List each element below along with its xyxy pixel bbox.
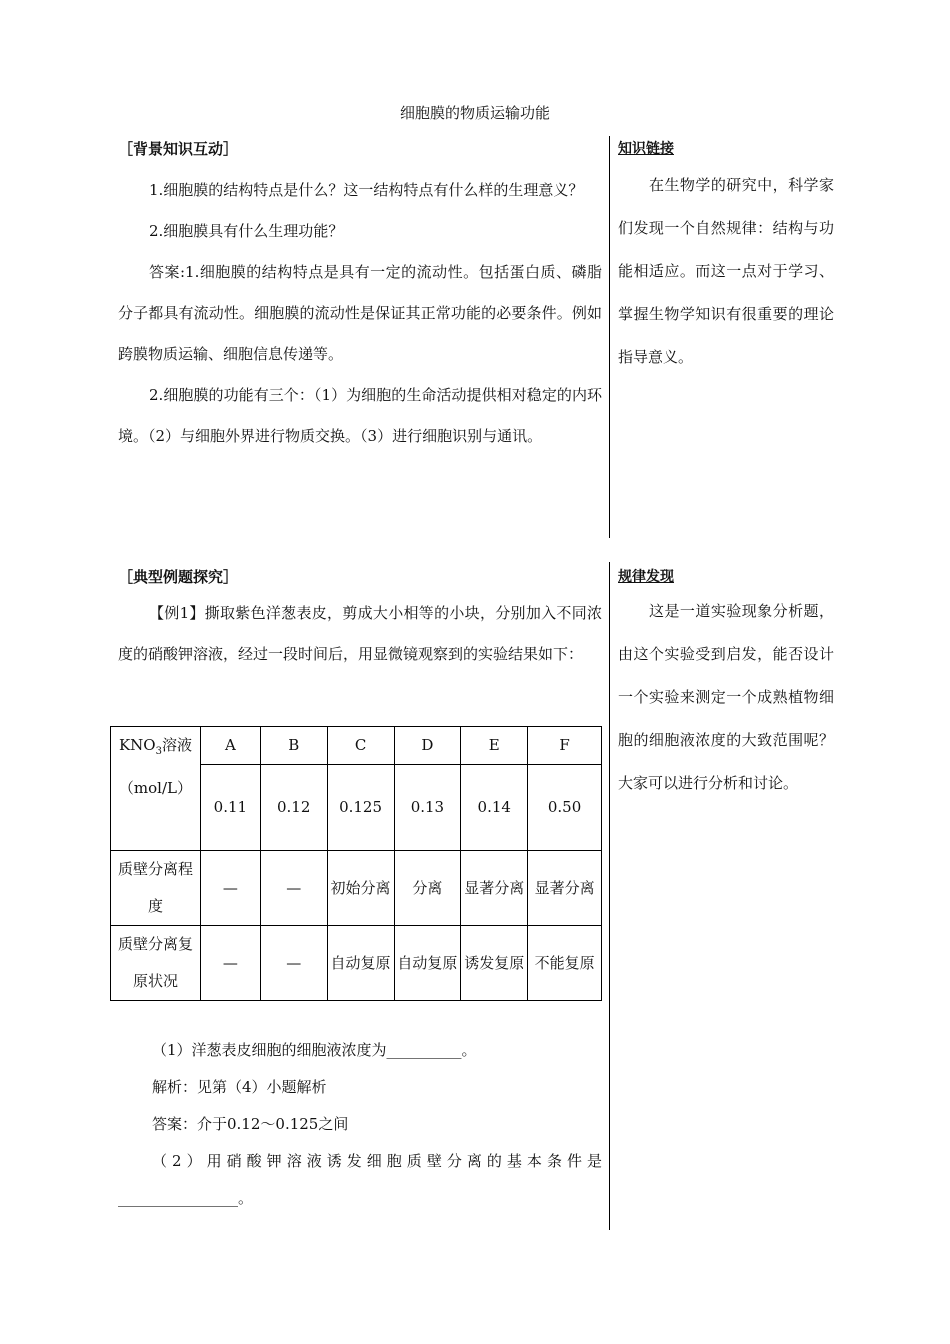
example-intro: 【例1】撕取紫色洋葱表皮，剪成大小相等的小块，分别加入不同浓度的硝酸钾溶液，经过一段时间后，用显微镜观察到的实验结果如下： bbox=[118, 604, 602, 663]
background-heading: ［背景知识互动］ bbox=[118, 140, 239, 158]
background-question-2: 2.细胞膜具有什么生理功能？ bbox=[149, 222, 344, 240]
table-row bbox=[111, 926, 602, 1001]
separation-b: — bbox=[260, 851, 327, 926]
question-1-analysis: 解析：见第（4）小题解析 bbox=[152, 1078, 327, 1096]
recovery-c: 自动复原 bbox=[327, 926, 394, 1001]
table-row bbox=[111, 727, 602, 765]
question-1-answer: 答案：介于0.12～0.125之间 bbox=[152, 1115, 349, 1133]
recovery-f: 不能复原 bbox=[528, 926, 602, 1001]
concentration-e: 0.14 bbox=[461, 765, 528, 851]
separation-f: 显著分离 bbox=[528, 851, 602, 926]
concentration-header-main: KNO bbox=[118, 736, 156, 754]
background-answer-2: 2.细胞膜的功能有三个：（1）为细胞的生命活动提供相对稳定的内环境。（2）与细胞外界进行物质交换。（3）进行细胞识别与通讯。 bbox=[118, 386, 602, 445]
separation-d: 分离 bbox=[394, 851, 461, 926]
separation-e: 显著分离 bbox=[461, 851, 528, 926]
concentration-d: 0.13 bbox=[394, 765, 461, 851]
recovery-d: 自动复原 bbox=[394, 926, 461, 1001]
recovery-status-label: 质壁分离复原状况 bbox=[111, 926, 201, 1001]
concentration-header bbox=[111, 727, 201, 851]
group-b: B bbox=[260, 727, 327, 765]
background-section bbox=[118, 138, 602, 457]
knowledge-link-heading: 知识链接 bbox=[618, 141, 674, 157]
recovery-a: — bbox=[200, 926, 260, 1001]
table-row bbox=[111, 851, 602, 926]
group-e: E bbox=[461, 727, 528, 765]
column-divider-bottom bbox=[609, 562, 610, 1230]
separation-a: — bbox=[200, 851, 260, 926]
concentration-c: 0.125 bbox=[327, 765, 394, 851]
knowledge-link-text: 在生物学的研究中，科学家们发现一个自然规律：结构与功能相适应。而这一点对于学习、掌握生物学知识有很重要的理论指导意义。 bbox=[618, 176, 834, 366]
concentration-header-rest: 溶液（mol/L） bbox=[118, 736, 192, 797]
rule-discovery-text: 这是一道实验现象分析题，由这个实验受到启发，能否设计一个实验来测定一个成熟植物细胞的细胞液浓度的大致范围呢？大家可以进行分析和讨论。 bbox=[618, 602, 834, 792]
experiment-table bbox=[110, 726, 602, 1001]
question-2: （2）用硝酸钾溶液诱发细胞质壁分离的基本条件是________________。 bbox=[118, 1152, 602, 1207]
group-a: A bbox=[200, 727, 260, 765]
example-section bbox=[118, 566, 602, 675]
example-heading: ［典型例题探究］ bbox=[118, 568, 239, 586]
background-answer-1: 答案:1.细胞膜的结构特点是具有一定的流动性。包括蛋白质、磷脂分子都具有流动性。细胞膜的流动性是保证其正常功能的必要条件。例如跨膜物质运输、细胞信息传递等。 bbox=[118, 263, 602, 363]
group-f: F bbox=[528, 727, 602, 765]
knowledge-link-panel bbox=[618, 138, 834, 379]
recovery-b: — bbox=[260, 926, 327, 1001]
concentration-b: 0.12 bbox=[260, 765, 327, 851]
group-d: D bbox=[394, 727, 461, 765]
rule-discovery-heading: 规律发现 bbox=[618, 569, 674, 585]
document-title: 细胞膜的物质运输功能 bbox=[399, 104, 550, 122]
questions-block bbox=[118, 1032, 602, 1217]
concentration-a: 0.11 bbox=[200, 765, 260, 851]
separation-c: 初始分离 bbox=[327, 851, 394, 926]
concentration-header-sub: 3 bbox=[155, 746, 162, 757]
group-c: C bbox=[327, 727, 394, 765]
recovery-e: 诱发复原 bbox=[461, 926, 528, 1001]
separation-degree-label: 质壁分离程度 bbox=[111, 851, 201, 926]
question-1: （1）洋葱表皮细胞的细胞液浓度为__________。 bbox=[152, 1041, 477, 1059]
background-question-1: 1.细胞膜的结构特点是什么？这一结构特点有什么样的生理意义？ bbox=[149, 181, 584, 199]
column-divider-top bbox=[609, 136, 610, 538]
rule-discovery-panel bbox=[618, 566, 834, 805]
concentration-f: 0.50 bbox=[528, 765, 602, 851]
